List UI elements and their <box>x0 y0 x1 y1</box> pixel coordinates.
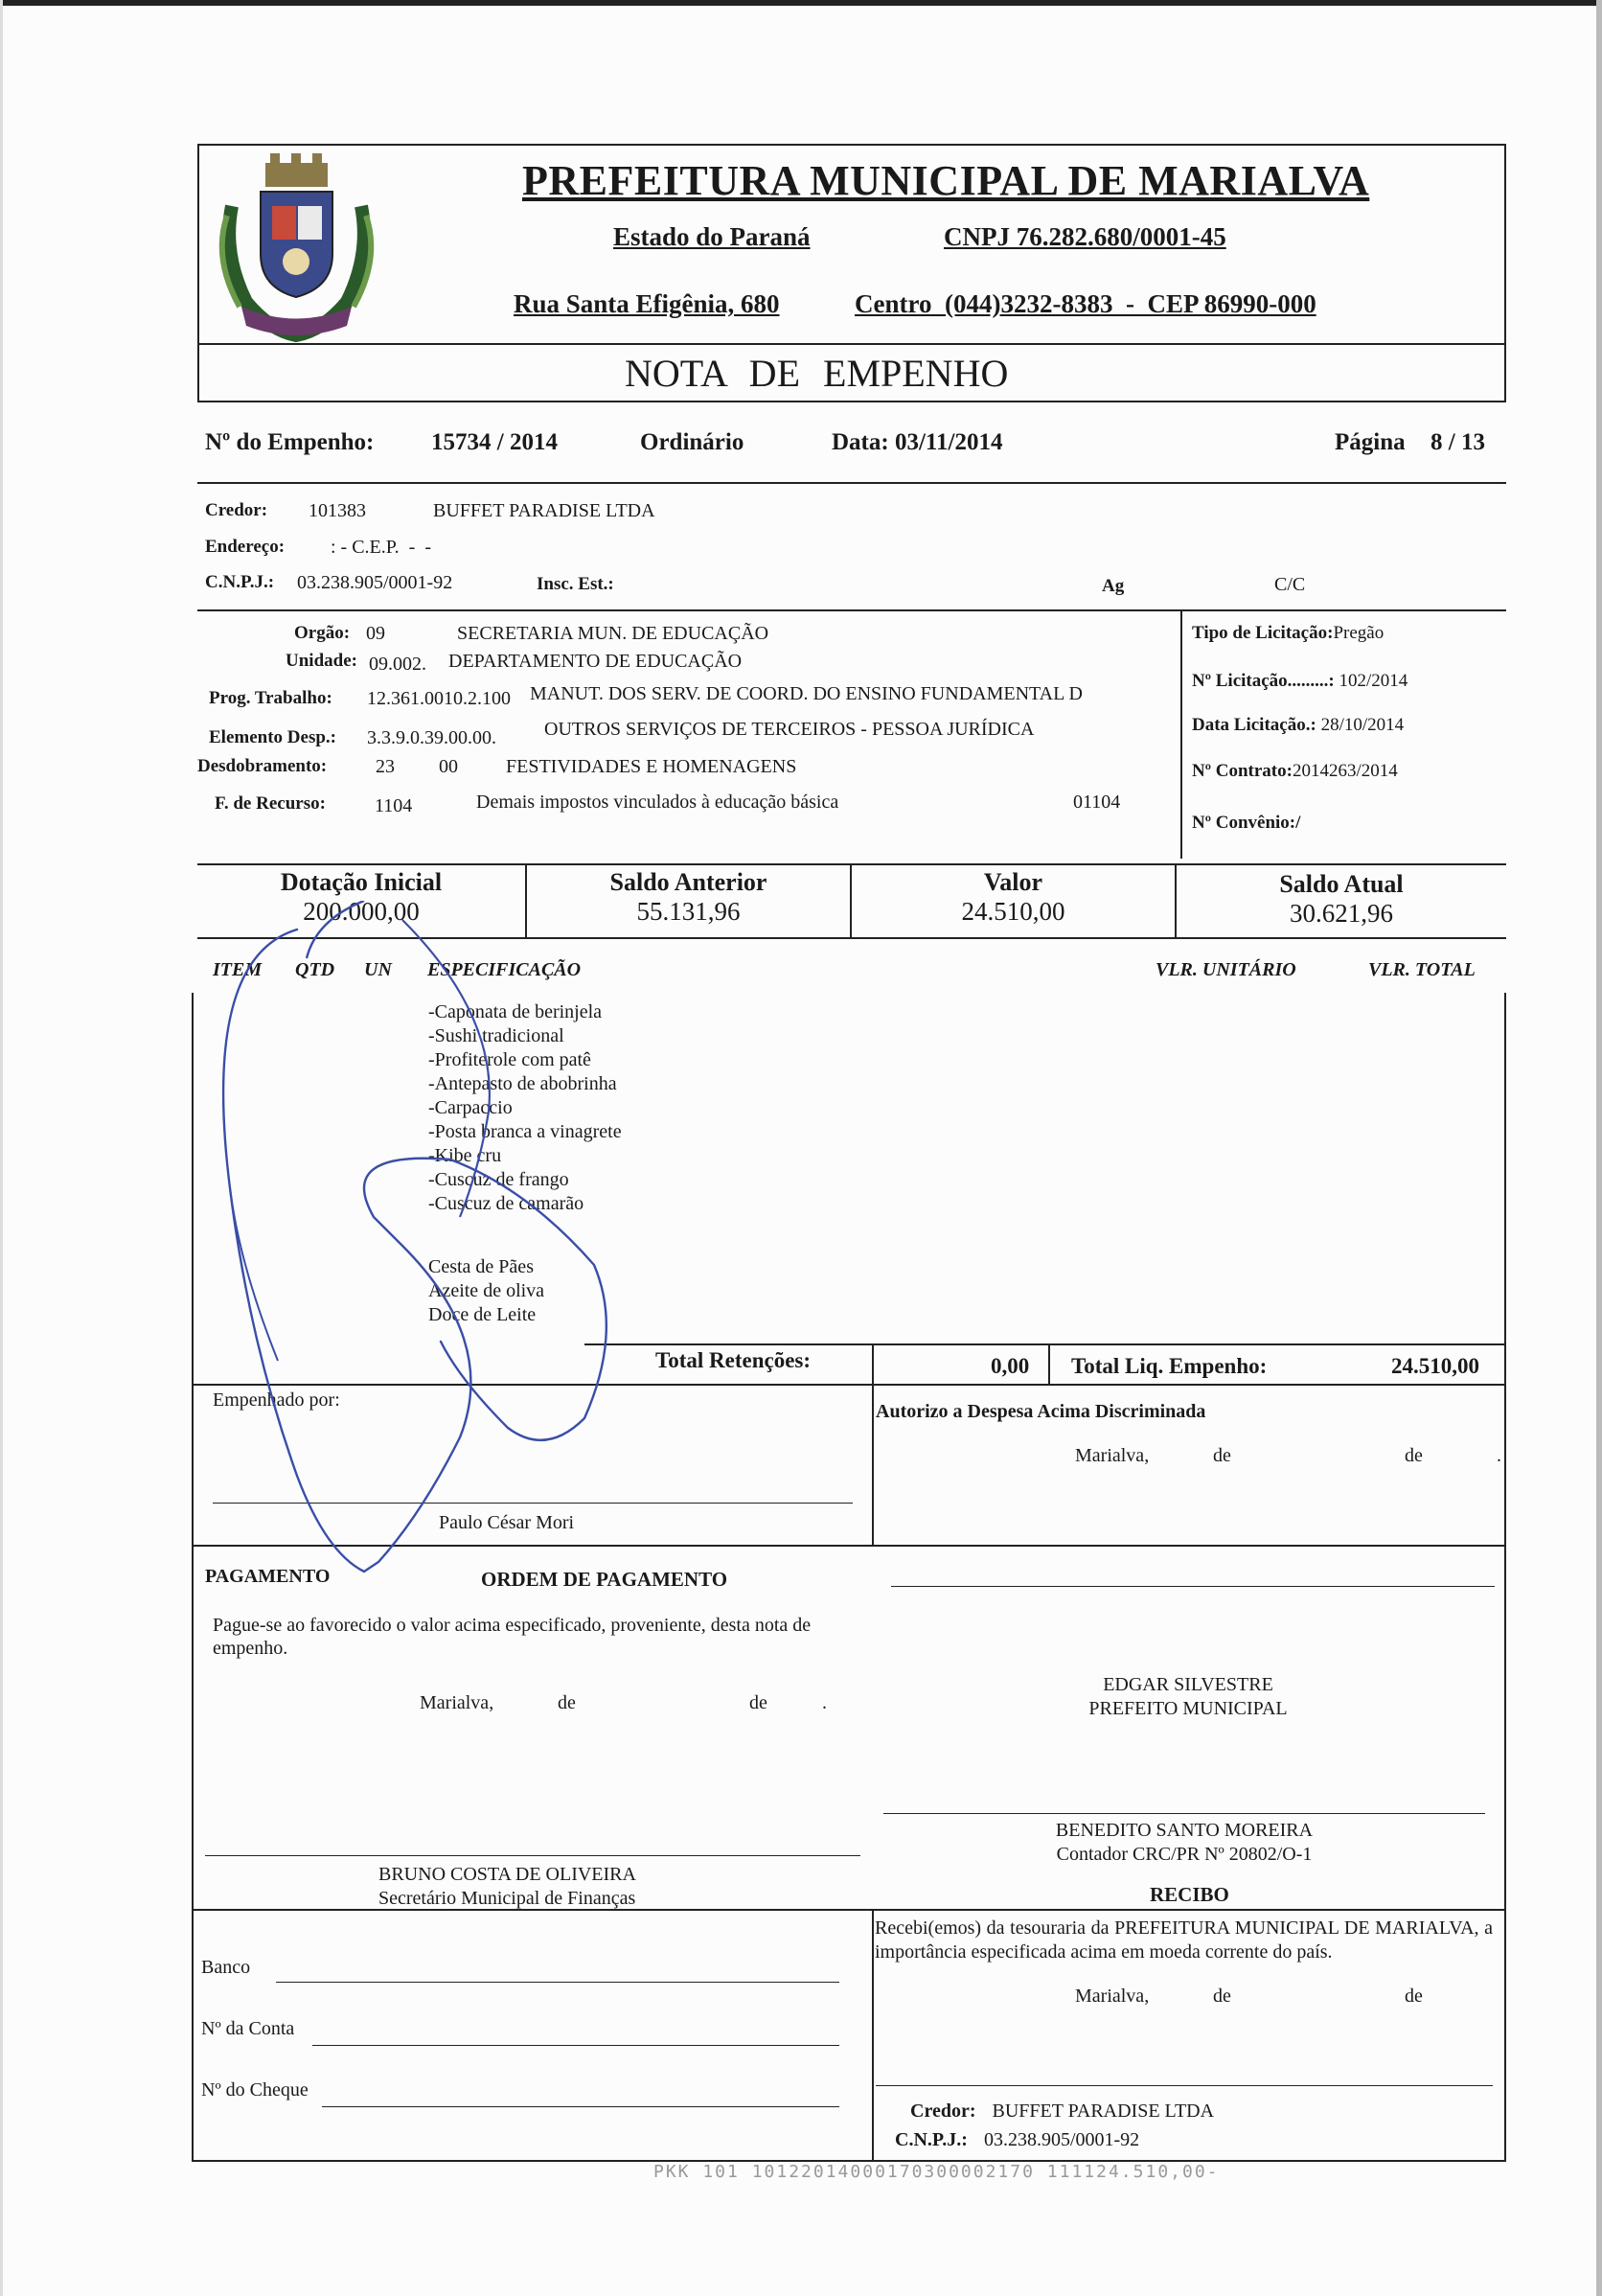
saldo-anterior-value: 55.131,96 <box>636 897 741 926</box>
convenio-label: Nº Convênio:/ <box>1192 813 1301 833</box>
orgao-code: 09 <box>366 623 385 644</box>
retencoes-label: Total Retenções: <box>655 1348 812 1372</box>
prog-code: 12.361.0010.2.100 <box>367 688 511 709</box>
num-licitacao-value: 102/2014 <box>1339 671 1408 691</box>
cheque-field[interactable] <box>322 2106 839 2107</box>
recibo-cnpj-label: C.N.P.J.: <box>895 2129 968 2150</box>
endereco-value: : - C.E.P. - - <box>331 537 431 558</box>
elem-label: Elemento Desp.: <box>209 727 336 747</box>
autorizo-dot: . <box>1497 1445 1501 1466</box>
endereco-label: Endereço: <box>205 537 286 557</box>
cnpj-label: CNPJ 76.282.680/0001-45 <box>944 222 1226 251</box>
recibo-cnpj-value: 03.238.905/0001-92 <box>983 2129 1140 2150</box>
contador-signature <box>883 1819 1485 1867</box>
empenho-type: Ordinário <box>640 429 744 455</box>
elem-code: 3.3.9.0.39.00.00. <box>367 727 496 748</box>
cc-label: C/C <box>1274 574 1306 595</box>
autorizo-place: Marialva, <box>1075 1445 1150 1466</box>
pagamento-text: Pague-se ao favorecido o valor acima especificado, proveniente, desta nota de empenho. <box>213 1615 812 1659</box>
data-licitacao-label: Data Licitação.: <box>1192 715 1316 735</box>
tipo-licitacao-label: Tipo de Licitação: <box>1192 623 1334 643</box>
unidade-name: DEPARTAMENTO DE EDUCAÇÃO <box>448 651 743 672</box>
saldo-atual-cell <box>1177 870 1506 929</box>
prog-name: MANUT. DOS SERV. DE COORD. DO ENSINO FUNDAMENTAL D <box>530 683 1084 704</box>
list-item: -Cuscuz de camarão <box>428 1193 584 1214</box>
list-item: Doce de Leite <box>428 1304 537 1325</box>
data-licitacao-value: 28/10/2014 <box>1320 715 1405 735</box>
empenho-num-label: Nº do Empenho: <box>205 429 375 455</box>
list-item: Cesta de Pães <box>428 1256 534 1277</box>
empenho-num-value: 15734 / 2014 <box>431 429 558 455</box>
scan-edge-right <box>1596 0 1602 2296</box>
dotacao-label: Dotação Inicial <box>280 868 443 896</box>
pagamento-place: Marialva, <box>420 1692 494 1713</box>
recibo-cnpj <box>895 2129 1139 2151</box>
unidade-code: 09.002. <box>369 654 426 675</box>
col-un: UN <box>364 959 392 980</box>
empenhado-signer: Paulo César Mori <box>439 1512 575 1533</box>
saldo-atual-label: Saldo Atual <box>1279 870 1404 898</box>
num-licitacao <box>1192 671 1407 692</box>
valor-cell <box>852 868 1175 927</box>
retencoes-value: 0,00 <box>991 1354 1030 1378</box>
pagamento-dot: . <box>822 1692 827 1713</box>
credor-cnpj-value: 03.238.905/0001-92 <box>297 572 453 593</box>
desd-code1: 23 <box>376 756 395 777</box>
recibo-title: RECIBO <box>1150 1883 1229 1906</box>
autorizo-label: Autorizo a Despesa Acima Discriminada <box>876 1401 1206 1422</box>
credor-code: 101383 <box>309 500 366 521</box>
autorizo-de1: de <box>1213 1445 1231 1466</box>
conta-label: Nº da Conta <box>201 2018 295 2039</box>
recibo-place: Marialva, <box>1075 1986 1150 2007</box>
prog-label: Prog. Trabalho: <box>209 688 332 708</box>
recibo-de1: de <box>1213 1986 1231 2007</box>
list-item: -Antepasto de abobrinha <box>428 1073 617 1094</box>
document-type: NOTA DE EMPENHO <box>625 352 1009 395</box>
desd-name: FESTIVIDADES E HOMENAGENS <box>506 756 797 777</box>
list-item: Azeite de oliva <box>428 1280 545 1301</box>
contrato <box>1192 761 1398 782</box>
empenho-date: Data: 03/11/2014 <box>832 429 1003 455</box>
banco-field[interactable] <box>276 1982 839 1983</box>
list-item: -Carpaccio <box>428 1097 513 1118</box>
recibo-de2: de <box>1405 1986 1423 2007</box>
credor-name: BUFFET PARADISE LTDA <box>433 500 655 521</box>
scan-edge-top <box>0 0 1602 6</box>
contador-name: BENEDITO SANTO MOREIRA <box>1055 1820 1314 1841</box>
secretario-signature <box>378 1863 636 1911</box>
unidade-label: Unidade: <box>286 651 357 671</box>
col-espec: ESPECIFICAÇÃO <box>427 959 582 980</box>
list-item: -Posta branca a vinagrete <box>428 1121 622 1142</box>
page-number: 8 / 13 <box>1430 429 1485 455</box>
scan-edge-left <box>0 0 3 2296</box>
contador-title: Contador CRC/PR Nº 20802/O-1 <box>1056 1844 1313 1865</box>
col-item: ITEM <box>213 959 263 980</box>
pagamento-de2: de <box>749 1692 767 1713</box>
elem-name: OUTROS SERVIÇOS DE TERCEIROS - PESSOA JURÍDICA <box>544 719 1035 740</box>
prefeito-signature <box>891 1673 1485 1721</box>
autorizo-de2: de <box>1405 1445 1423 1466</box>
valor-value: 24.510,00 <box>961 897 1065 926</box>
footer-stamp: PKK 101 10122014000170300002170 111124.510,00- <box>653 2162 1220 2182</box>
district-phone-label: Centro (044)3232-8383 - CEP 86990-000 <box>855 289 1316 318</box>
coat-of-arms-logo <box>203 149 390 345</box>
tipo-licitacao-value: Pregão <box>1333 623 1385 643</box>
prefeito-name: EDGAR SILVESTRE <box>1103 1674 1273 1695</box>
liq-value: 24.510,00 <box>1391 1354 1479 1378</box>
col-vlr-unit: VLR. UNITÁRIO <box>1156 959 1296 980</box>
secretario-name: BRUNO COSTA DE OLIVEIRA <box>378 1864 636 1885</box>
dotacao-value: 200.000,00 <box>303 897 420 926</box>
saldo-atual-value: 30.621,96 <box>1290 899 1393 928</box>
recibo-credor <box>910 2101 1214 2123</box>
pagamento-label: PAGAMENTO <box>205 1566 331 1587</box>
contrato-value: 2014263/2014 <box>1292 761 1398 781</box>
banco-label: Banco <box>201 1957 251 1978</box>
secretario-title: Secretário Municipal de Finanças <box>378 1888 636 1909</box>
orgao-name: SECRETARIA MUN. DE EDUCAÇÃO <box>457 623 769 644</box>
empenhado-label: Empenhado por: <box>213 1389 340 1411</box>
page-title: PREFEITURA MUNICIPAL DE MARIALVA <box>522 157 1370 204</box>
rec-label: F. de Recurso: <box>215 793 326 814</box>
recibo-text: Recebi(emos) da tesouraria da PREFEITURA MUNICIPAL DE MARIALVA, a importância especificada acima em moeda corrente do país. <box>875 1917 1493 1963</box>
state-label: Estado do Paraná <box>613 222 811 251</box>
col-qtd: QTD <box>295 959 335 980</box>
cheque-label: Nº do Cheque <box>201 2079 309 2101</box>
orgao-label: Orgão: <box>294 623 351 643</box>
list-item: -Kibe cru <box>428 1145 502 1166</box>
items-list-2 <box>428 1255 544 1327</box>
valor-label: Valor <box>983 868 1043 896</box>
list-item: -Profiterole com patê <box>428 1049 591 1070</box>
prefeito-title: PREFEITO MUNICIPAL <box>1088 1698 1288 1719</box>
ag-label: Ag <box>1102 576 1125 596</box>
rec-name: Demais impostos vinculados à educação básica <box>476 792 839 813</box>
desd-label: Desdobramento: <box>197 756 328 776</box>
list-item: -Caponata de berinjela <box>428 1001 603 1022</box>
tipo-licitacao <box>1192 623 1384 644</box>
col-vlr-total: VLR. TOTAL <box>1368 959 1476 980</box>
conta-field[interactable] <box>312 2045 839 2046</box>
num-licitacao-label: Nº Licitação.........: <box>1192 671 1335 691</box>
list-item: -Sushi tradicional <box>428 1025 564 1046</box>
page-label: Página <box>1335 429 1406 455</box>
saldo-anterior-cell <box>527 868 850 927</box>
data-licitacao <box>1192 715 1404 736</box>
rec-code: 1104 <box>375 795 413 816</box>
rec-code2: 01104 <box>1073 792 1121 813</box>
list-item: -Cuscuz de frango <box>428 1169 569 1190</box>
items-list <box>428 1000 622 1216</box>
address-label: Rua Santa Efigênia, 680 <box>514 289 780 318</box>
ordem-pagamento-label: ORDEM DE PAGAMENTO <box>481 1568 728 1591</box>
dotacao-cell <box>197 868 525 927</box>
contrato-label: Nº Contrato: <box>1192 761 1293 781</box>
liq-label: Total Liq. Empenho: <box>1071 1354 1268 1378</box>
credor-cnpj-label: C.N.P.J.: <box>205 572 275 592</box>
credor-label: Credor: <box>205 500 268 520</box>
saldo-anterior-label: Saldo Anterior <box>609 868 767 896</box>
recibo-credor-label: Credor: <box>910 2101 976 2122</box>
pagamento-de1: de <box>558 1692 576 1713</box>
recibo-credor-value: BUFFET PARADISE LTDA <box>992 2101 1215 2122</box>
insc-est-label: Insc. Est.: <box>537 574 614 594</box>
desd-code2: 00 <box>439 756 458 777</box>
